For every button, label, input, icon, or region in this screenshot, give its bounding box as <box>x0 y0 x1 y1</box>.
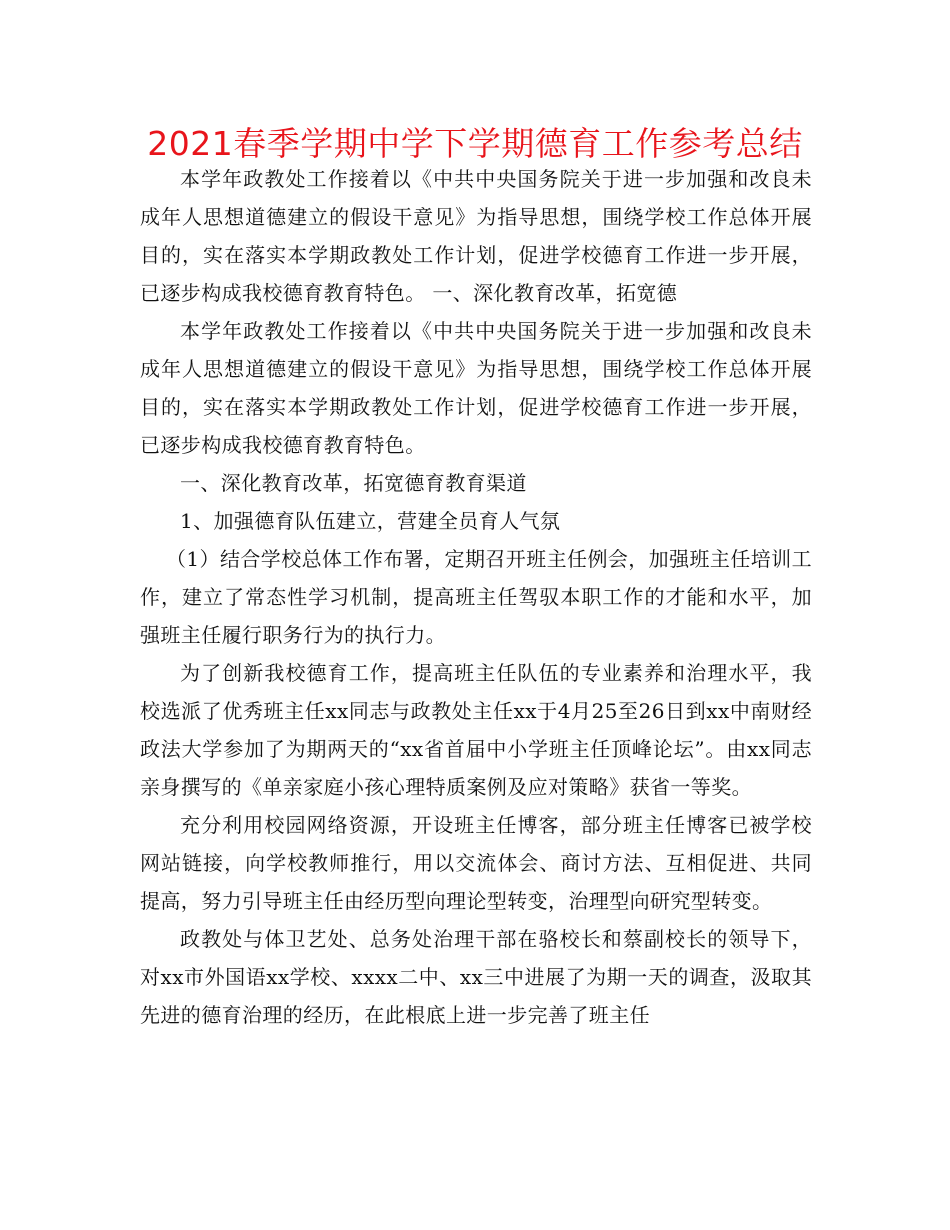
paragraph: 本学年政教处工作接着以《中共中央国务院关于进一步加强和改良未成年人思想道德建立的假设干意见》为指导思想，围绕学校工作总体开展目的，实在落实本学期政教处工作计划，促进学校德育工作进一步开展，已逐步构成我校德育教育特色。 <box>140 319 812 457</box>
paragraph: （1）结合学校总体工作布署，定期召开班主任例会，加强班主任培训工作，建立了常态性学习机制，提高班主任驾驭本职工作的才能和水平，加强班主任履行职务行为的执行力。 <box>140 547 812 647</box>
document-body <box>140 160 812 1034</box>
subsection-heading: 1、加强德育队伍建立，营建全员育人气氛 <box>180 509 561 533</box>
section-heading: 一、深化教育改革，拓宽德育教育渠道 <box>180 471 527 495</box>
paragraph: 充分利用校园网络资源，开设班主任博客，部分班主任博客已被学校网站链接，向学校教师推行，用以交流体会、商讨方法、互相促进、共同提高，努力引导班主任由经历型向理论型转变，治理型向研究型转变。 <box>140 813 812 913</box>
paragraph: 本学年政教处工作接着以《中共中央国务院关于进一步加强和改良未成年人思想道德建立的假设干意见》为指导思想，围绕学校工作总体开展目的，实在落实本学期政教处工作计划，促进学校德育工作进一步开展，已逐步构成我校德育教育特色。 一、深化教育改革，拓宽德 <box>140 167 812 305</box>
paragraph: 为了创新我校德育工作，提高班主任队伍的专业素养和治理水平，我校选派了优秀班主任xx同志与政教处主任xx于4月25至26日到xx中南财经政法大学参加了为期两天的“xx省首届中小学班主任顶峰论坛”。由xx同志亲身撰写的《单亲家庭小孩心理特质案例及应对策略》获省一等奖。 <box>140 661 812 799</box>
document-title: 2021春季学期中学下学期德育工作参考总结 <box>147 124 803 163</box>
paragraph: 政教处与体卫艺处、总务处治理干部在骆校长和蔡副校长的领导下，对xx市外国语xx学校、xxxx二中、xx三中进展了为期一天的调查，汲取其先进的德育治理的经历，在此根底上进一步完善了班主任 <box>140 927 812 1027</box>
